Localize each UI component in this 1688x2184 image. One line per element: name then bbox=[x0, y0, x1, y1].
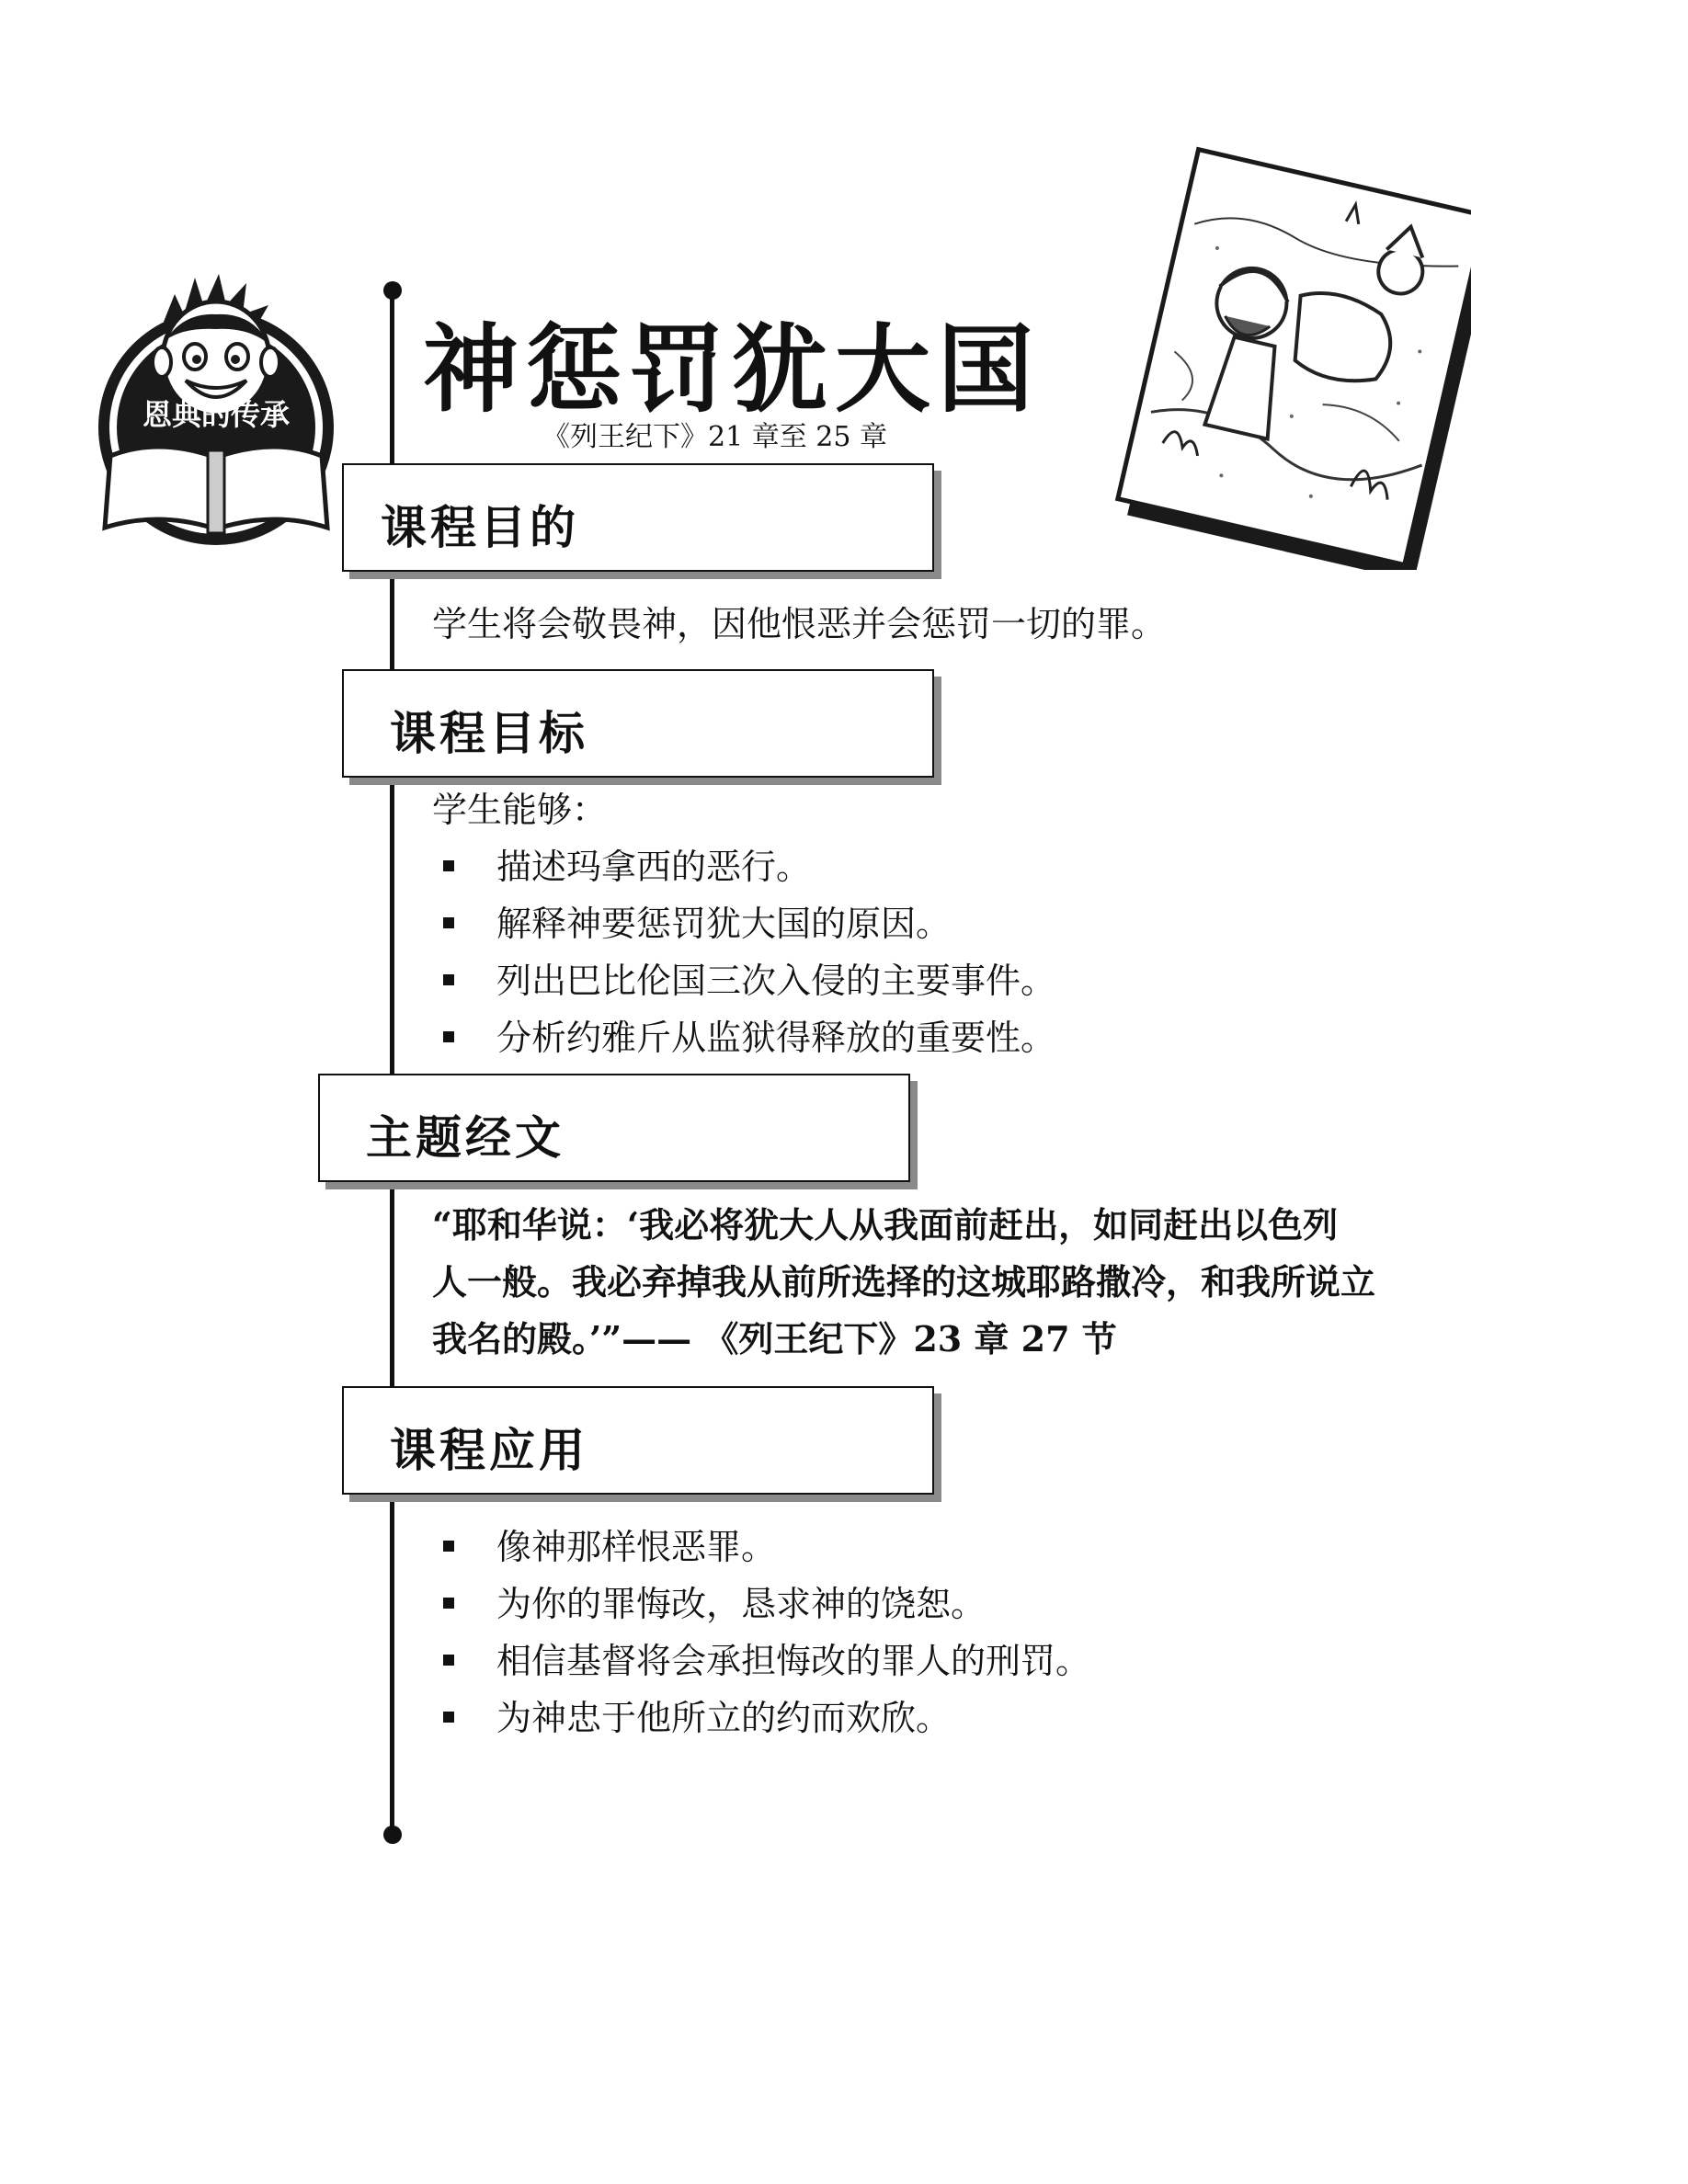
list-item: 为神忠于他所立的约而欢欣。 bbox=[432, 1689, 1090, 1746]
list-item: 列出巴比伦国三次入侵的主要事件。 bbox=[432, 952, 1055, 1009]
list-item: 为你的罪悔改，恳求神的饶恕。 bbox=[432, 1575, 1090, 1632]
application-list bbox=[432, 1519, 1090, 1746]
section-title-application: 课程应用 bbox=[390, 1423, 588, 1477]
list-item: 解释神要惩罚犹大国的原因。 bbox=[432, 895, 1055, 952]
heritage-of-grace-logo bbox=[92, 267, 340, 561]
bullet-square-icon bbox=[443, 1598, 454, 1609]
objectives-list bbox=[432, 838, 1055, 1066]
purpose-text: 学生将会敬畏神，因他恨恶并会惩罚一切的罪。 bbox=[432, 604, 1167, 644]
section-title-key-verse: 主题经文 bbox=[366, 1110, 565, 1165]
scripture-reference: 《列王纪下》21 章至 25 章 bbox=[542, 421, 887, 453]
page-title: 神惩罚犹大国 bbox=[423, 313, 1042, 426]
section-header-application bbox=[342, 1386, 934, 1495]
bullet-square-icon bbox=[443, 917, 454, 928]
key-verse-line: “耶和华说：‘我必将犹大人从我面前赶出，如同赶出以色列 bbox=[432, 1204, 1339, 1246]
bullet-square-icon bbox=[443, 1712, 454, 1723]
bullet-square-icon bbox=[443, 1541, 454, 1552]
timeline-dot-bottom bbox=[383, 1826, 402, 1844]
key-verse-text bbox=[432, 1197, 1375, 1368]
section-title-objectives: 课程目标 bbox=[390, 706, 588, 760]
list-item: 分析约雅斤从监狱得释放的重要性。 bbox=[432, 1009, 1055, 1066]
logo-text: 恩典的传承 bbox=[142, 397, 291, 432]
list-item: 相信基督将会承担悔改的罪人的刑罚。 bbox=[432, 1632, 1090, 1689]
section-title-purpose: 课程目的 bbox=[381, 500, 579, 554]
bullet-square-icon bbox=[443, 860, 454, 871]
bullet-square-icon bbox=[443, 1655, 454, 1666]
key-verse-line: 人一般。我必弃掉我从前所选择的这城耶路撒冷，和我所说立 bbox=[432, 1261, 1376, 1302]
list-item: 描述玛拿西的恶行。 bbox=[432, 838, 1055, 895]
bullet-square-icon bbox=[443, 974, 454, 985]
bullet-square-icon bbox=[443, 1031, 454, 1042]
objectives-intro: 学生能够： bbox=[432, 790, 608, 830]
illustration-image bbox=[1103, 138, 1471, 570]
key-verse-line: 我名的殿。’”—— 《列王纪下》23 章 27 节 bbox=[432, 1318, 1117, 1359]
list-item: 像神那样恨恶罪。 bbox=[432, 1519, 1090, 1575]
section-header-objectives bbox=[342, 669, 934, 778]
section-header-key-verse bbox=[318, 1074, 910, 1182]
timeline-dot-top bbox=[383, 281, 402, 300]
section-header-purpose bbox=[342, 463, 934, 572]
